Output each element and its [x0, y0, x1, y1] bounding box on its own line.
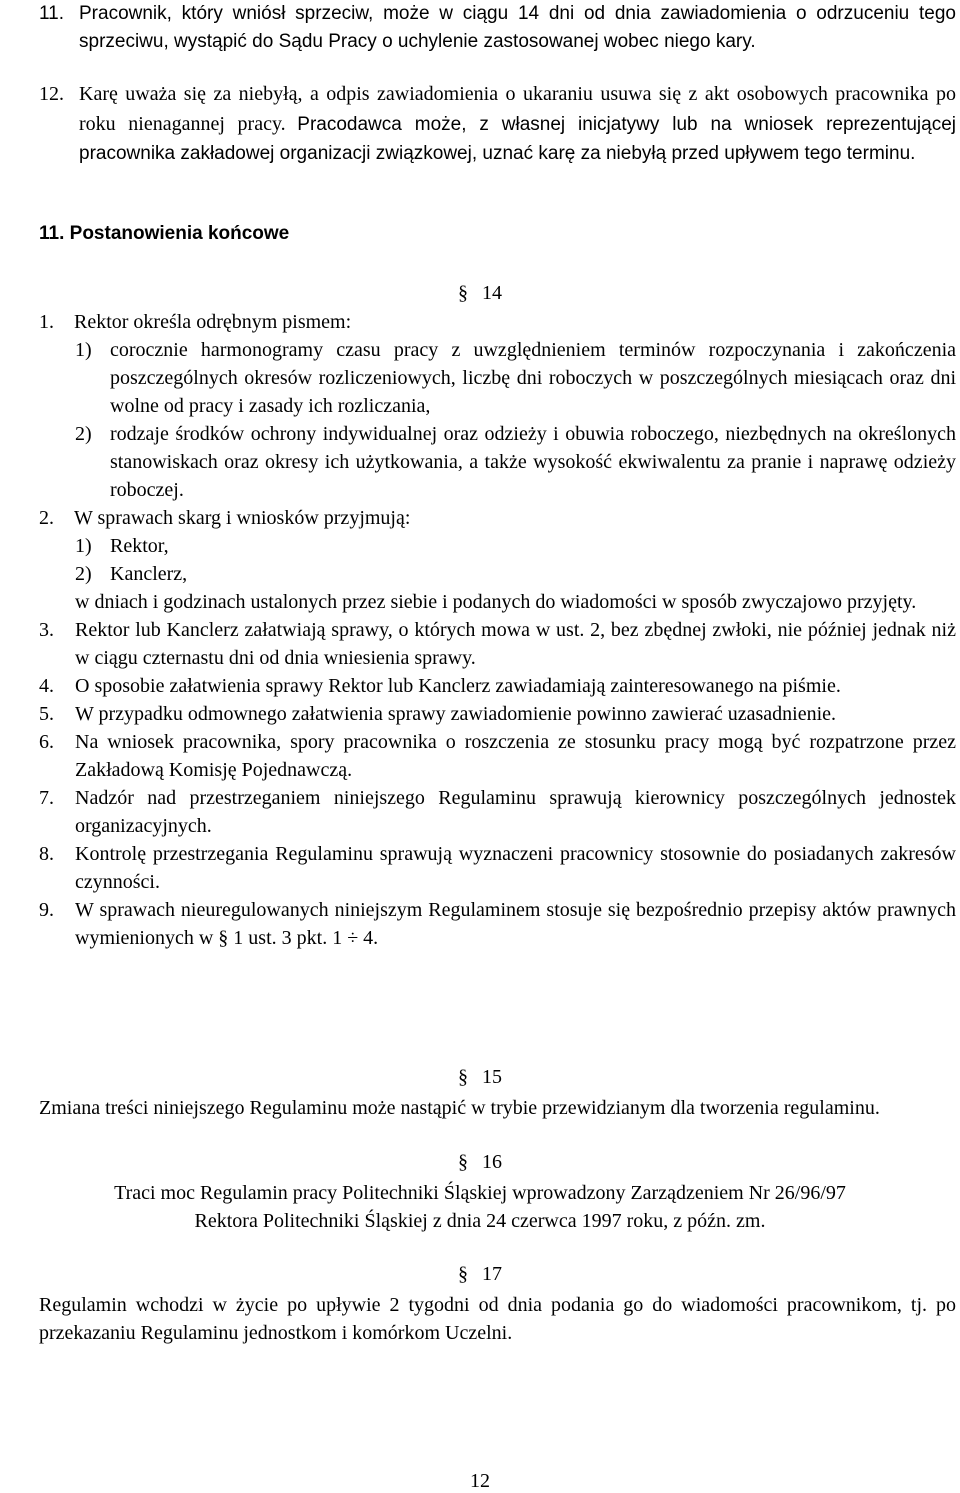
item-text: Pracownik, który wniósł sprzeciw, może w ciągu 14 dni od dnia zawiadomienia o odrzuceniu tego sprzeciwu, wystąpić do Sądu Pracy o uchylenie zastosowanej wobec niego kary. [79, 3, 956, 52]
section-heading: 11. Postanowienia końcowe [39, 223, 290, 244]
item-text: Kontrolę przestrzegania Regulaminu sprawują wyznaczeni pracownicy stosownie do posiadanych zakresów czynności. [75, 843, 956, 893]
section-symbol: § [458, 1151, 468, 1173]
item-text: Rektor określa odrębnym pismem: [74, 311, 352, 333]
list-item [39, 0, 956, 56]
item-text: Rektor lub Kanclerz załatwiają sprawy, o których mowa w ust. 2, bez zbędnej zwłoki, nie później jednak niż w ciągu czternastu dni od dnia wniesienia sprawy. [75, 619, 956, 669]
item-text: corocznie harmonogramy czasu pracy z uwzględnieniem terminów rozpoczynania i zakończenia poszczególnych okresów rozliczeniowych, liczbę dni roboczych w poszczególnych miesiącach oraz dni wolne od pracy i zasady ich rozliczania, [110, 339, 956, 417]
list-item [39, 728, 956, 784]
list-item [39, 420, 956, 504]
item-text-part: Karę uważa się za niebyłą, a odpis zawiadomienia o ukaraniu usuwa się z akt osobowych pracownika po roku nienagannej pracy. [79, 83, 956, 135]
item-number: 3. [39, 619, 54, 641]
item-text: Nadzór nad przestrzeganiem niniejszego Regulaminu sprawują kierownicy poszczególnych jednostek organizacyjnych. [75, 787, 956, 837]
list-item [39, 336, 956, 420]
section-number: 15 [482, 1066, 502, 1088]
list-item [39, 700, 956, 728]
item-text [79, 80, 956, 169]
item-text: O sposobie załatwienia sprawy Rektor lub Kanclerz zawiadamiają zainteresowanego na piśmie. [75, 675, 841, 697]
list-item [39, 560, 956, 588]
item-text: rodzaje środków ochrony indywidualnej oraz odzieży i obuwia roboczego, niezbędnych na określonych stanowiskach oraz okresy ich użytkowania, a także wysokość ekwiwalentu za pranie i naprawę odzieży roboczej. [110, 423, 956, 501]
section-symbol: § [458, 1263, 468, 1285]
section-14-content [39, 308, 956, 952]
item-text-part: Pracodawca może, z własnej inicjatywy lub na wniosek reprezentującej pracownika zakładowej organizacji związkowej, uznać karę za niebyłą przed upływem tego terminu. [79, 114, 956, 164]
list-item [39, 672, 956, 700]
list-item [39, 616, 956, 672]
item-number: 1. [39, 311, 54, 333]
item-text: W sprawach nieuregulowanych niniejszym Regulaminem stosuje się bezpośrednio przepisy aktów prawnych wymienionych w § 1 ust. 3 pkt. 1 ÷ 4. [75, 899, 956, 949]
item-number: 9. [39, 899, 54, 921]
item-text: Rektor, [110, 535, 169, 557]
item-number: 11. [39, 3, 65, 24]
list-item [39, 308, 956, 336]
item-number: 1) [75, 339, 92, 361]
section-number: 14 [482, 282, 502, 304]
section-marker [458, 1263, 502, 1286]
section-17-text: Regulamin wchodzi w życie po upływie 2 tygodni od dnia podania go do wiadomości pracownikom, tj. po przekazaniu Regulaminu jednostkom i komórkom Uczelni. [39, 1294, 956, 1344]
page-number: 12 [470, 1470, 490, 1492]
section-symbol: § [458, 282, 468, 304]
list-item [39, 588, 956, 616]
list-item [39, 504, 956, 532]
section-symbol: § [458, 1066, 468, 1088]
item-number: 2. [39, 507, 54, 529]
list-item [39, 784, 956, 840]
item-number: 7. [39, 787, 54, 809]
section-marker [458, 282, 502, 305]
item-text: Kanclerz, [110, 563, 188, 585]
item-number: 5. [39, 703, 54, 725]
item-number: 8. [39, 843, 54, 865]
section-15-text: Zmiana treści niniejszego Regulaminu może nastąpić w trybie przewidzianym dla tworzenia regulaminu. [39, 1097, 880, 1119]
item-number: 12. [39, 83, 64, 105]
section-marker [458, 1066, 502, 1089]
item-number: 1) [75, 535, 92, 557]
section-marker [458, 1151, 502, 1174]
list-item [39, 80, 956, 169]
item-number: 6. [39, 731, 54, 753]
item-text: w dniach i godzinach ustalonych przez siebie i podanych do wiadomości w sposób zwyczajowo przyjęty. [75, 591, 917, 613]
item-number: 2) [75, 423, 92, 445]
item-number: 4. [39, 675, 54, 697]
list-item [39, 532, 956, 560]
item-text: W sprawach skarg i wniosków przyjmują: [74, 507, 411, 529]
section-number: 16 [482, 1151, 502, 1173]
list-item [39, 840, 956, 896]
section-number: 17 [482, 1263, 502, 1285]
section-16-line: Rektora Politechniki Śląskiej z dnia 24 czerwca 1997 roku, z późn. zm. [194, 1210, 766, 1232]
item-number: 2) [75, 563, 92, 585]
item-text: Na wniosek pracownika, spory pracownika o roszczenia ze stosunku pracy mogą być rozpatrzone przez Zakładową Komisję Pojednawczą. [75, 731, 956, 781]
list-item [39, 896, 956, 952]
section-16-line: Traci moc Regulamin pracy Politechniki Śląskiej wprowadzony Zarządzeniem Nr 26/96/97 [114, 1182, 846, 1204]
item-text: W przypadku odmownego załatwienia sprawy zawiadomienie powinno zawierać uzasadnienie. [75, 703, 837, 725]
